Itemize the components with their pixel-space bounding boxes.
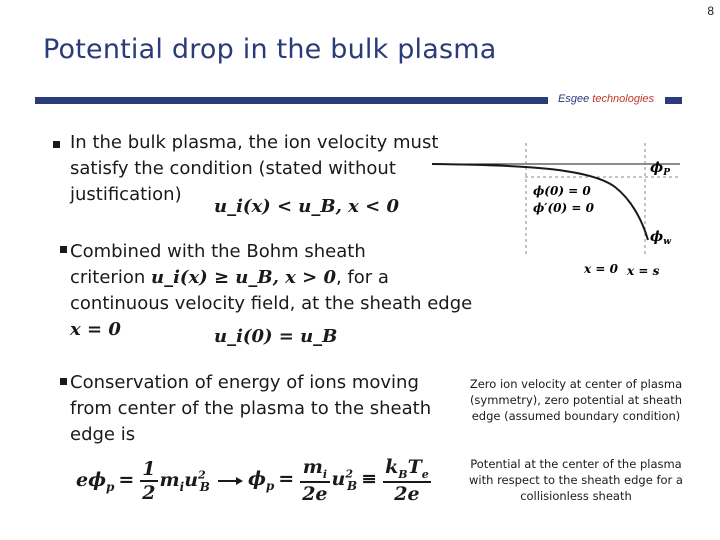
bullet-1-line-3: justification) <box>70 184 182 205</box>
brand-part2: technologies <box>592 93 655 105</box>
brand-logo <box>558 93 654 105</box>
caption-1-line-1: Zero ion velocity at center of plasma <box>469 377 683 391</box>
title-rule <box>35 97 548 104</box>
bullet-1-equation-text: u_i(x) < u_B, x < 0 <box>214 196 400 217</box>
bullet-3-marker <box>60 378 67 385</box>
frac-mi-2e: $\frac{m_i}{2e}$ <box>302 456 328 505</box>
cond-phi0: ϕ(0) = 0 <box>533 184 591 198</box>
bullet-2-line-2-suffix: , for a <box>336 267 389 288</box>
brand-part1: Esgee <box>558 93 590 105</box>
page-number: 8 <box>707 4 714 18</box>
label-phi-w: $\phi_w$ <box>650 229 671 247</box>
bullet-3-line-2: from center of the plasma to the sheath <box>70 398 432 419</box>
bullet-1-equation <box>214 196 399 217</box>
potential-diagram <box>430 135 700 285</box>
bullet-2-marker <box>60 246 67 253</box>
bullet-2-line-3: continuous velocity field, at the sheath edge <box>70 293 473 314</box>
bullet-2-line-2-prefix: criterion <box>70 267 146 288</box>
caption-2-line-1: Potential at the center of the plasma <box>470 457 682 471</box>
bullet-3-line-3: edge is <box>70 424 136 445</box>
caption-2 <box>460 456 692 504</box>
caption-1-line-2: (symmetry), zero potential at sheath <box>469 393 683 407</box>
caption-1 <box>460 376 692 424</box>
energy-equation-right: $\phi_p$ = $\frac{m_i}{2e}$ $u^2_B$ ≡ $\frac{k_BT_e}{2e}$ <box>248 456 429 505</box>
bullet-2-line-2 <box>70 265 389 291</box>
bullet-2-inline-math: u_i(x) ≥ u_B, x > 0 <box>151 267 337 288</box>
bullet-2-line-1: Combined with the Bohm sheath <box>70 241 366 262</box>
label-x0: x = 0 <box>584 262 618 276</box>
bullet-3-line-1: Conservation of energy of ions moving <box>70 372 419 393</box>
frac-one-half: $\frac{1}{2}$ <box>142 458 156 504</box>
bullet-2-equation: u_i(0) = u_B <box>214 326 338 347</box>
bullet-1-line-1: In the bulk plasma, the ion velocity must <box>70 132 439 153</box>
energy-equation-left: $e\phi_p$ = $\frac{1}{2}$ $m_iu^2_B$ <box>76 458 210 504</box>
title-rule-end <box>665 97 682 104</box>
bullet-1-line-2: satisfy the condition (stated without <box>70 158 396 179</box>
bullet-2-line-4: x = 0 <box>70 319 121 340</box>
caption-1-line-3: edge (assumed boundary condition) <box>471 409 681 423</box>
bullet-1-marker <box>53 141 60 148</box>
label-phi-p: $\phi_P$ <box>650 160 670 178</box>
cond-dphi0: ϕ′(0) = 0 <box>533 201 594 215</box>
slide-title: Potential drop in the bulk plasma <box>43 34 497 65</box>
implies-arrowhead <box>236 477 243 485</box>
caption-2-line-2: with respect to the sheath edge for a <box>469 473 683 487</box>
caption-2-line-3: collisionless sheath <box>520 489 632 503</box>
frac-kbte-2e: $\frac{k_BT_e}{2e}$ <box>385 456 429 505</box>
label-xs: x = s <box>627 264 660 278</box>
